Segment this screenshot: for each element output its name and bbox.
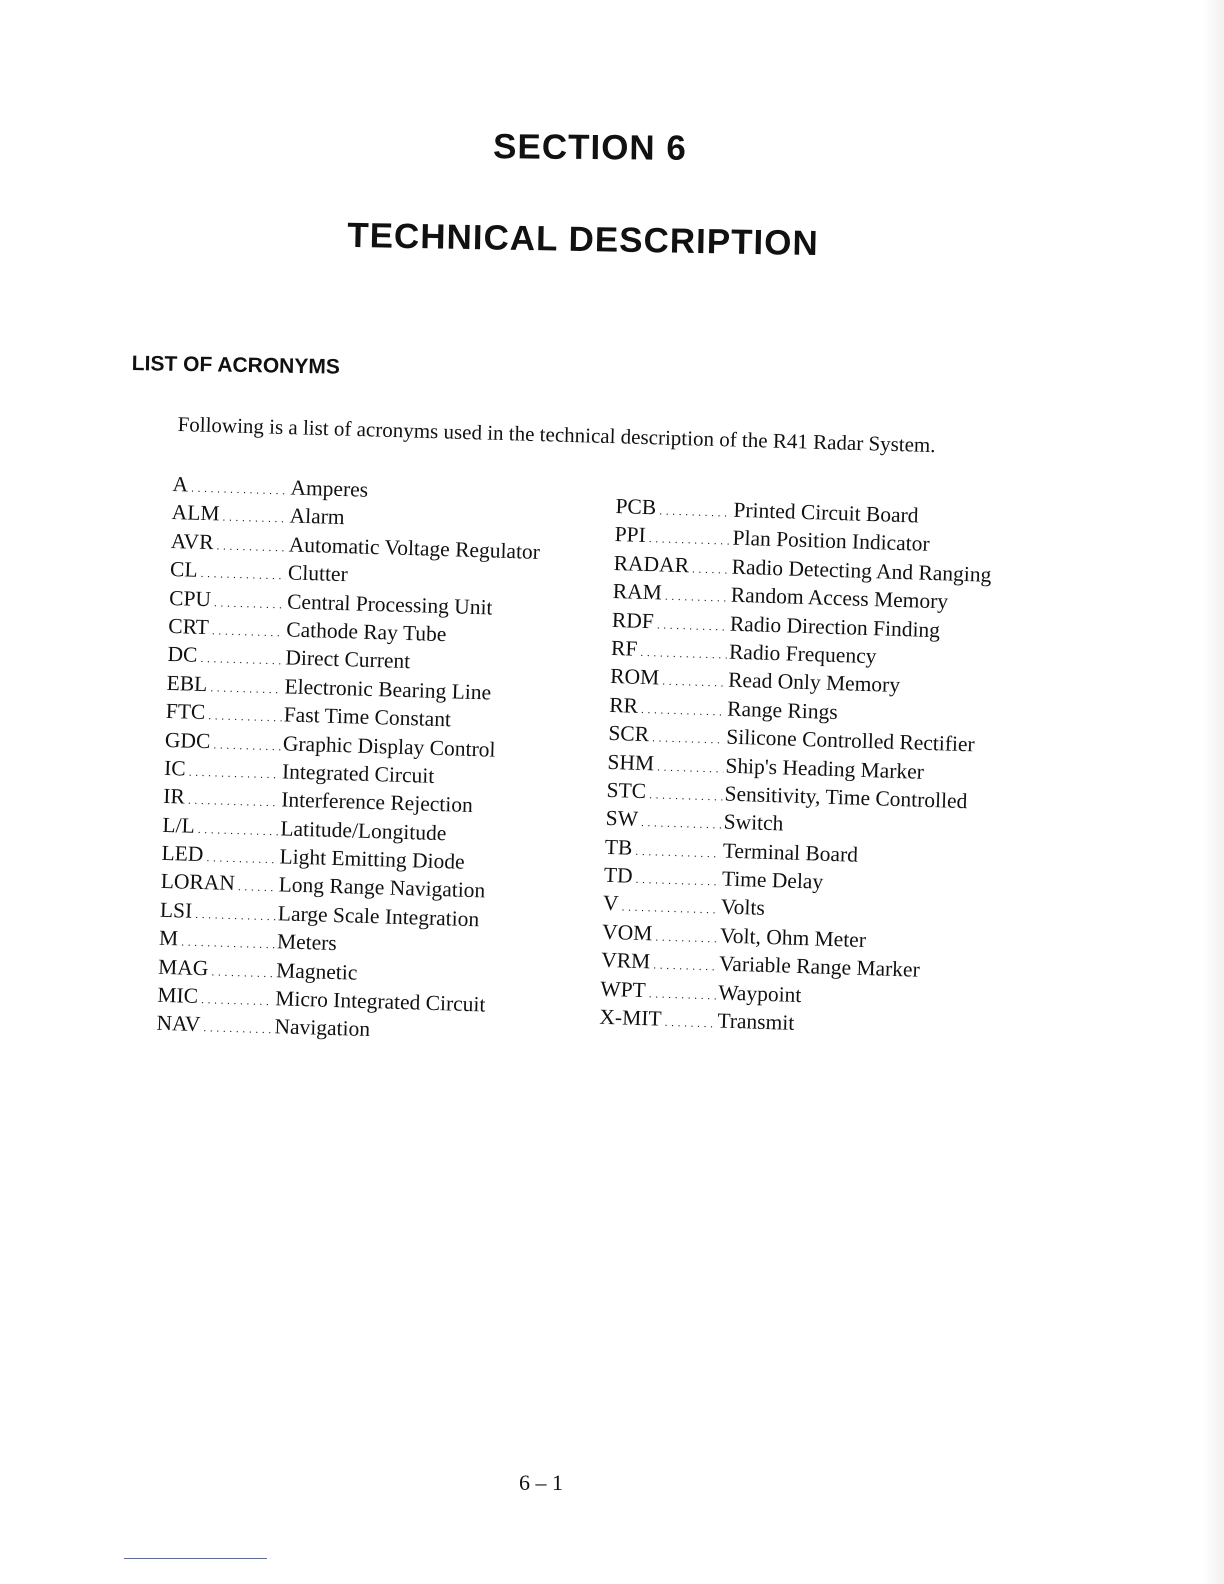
acronym-term: ROM . . . xyxy=(610,662,727,698)
acronym-definition: Fast Time Constant xyxy=(283,702,452,732)
acronym-term: SHM . . . xyxy=(607,747,724,783)
acronym-term: CPU . . . xyxy=(169,584,286,620)
section-number-heading: SECTION 6 xyxy=(492,127,688,168)
acronym-term: SCR . . . xyxy=(608,719,725,755)
acronym-term: V . . . xyxy=(602,889,719,925)
acronym-definition: Radio Detecting And Ranging xyxy=(731,554,992,587)
acronym-term: AVR . . . xyxy=(170,527,287,563)
acronym-term: LORAN . . . xyxy=(160,867,277,903)
acronym-definition: Meters xyxy=(276,929,338,956)
page-title: TECHNICAL DESCRIPTION xyxy=(346,215,820,264)
acronym-term: TD . . . xyxy=(603,861,720,897)
acronym-term: IC . . . xyxy=(164,754,281,790)
acronym-term: RR . . . xyxy=(609,691,726,727)
acronym-definition: Amperes xyxy=(290,475,369,502)
acronym-term: CRT . . . xyxy=(168,612,285,648)
acronym-term: FTC . . . xyxy=(165,697,282,733)
acronym-definition: Integrated Circuit xyxy=(281,759,435,788)
acronym-term: LSI . . . xyxy=(159,896,276,932)
acronym-term: VRM . . . xyxy=(601,946,718,982)
acronym-definition: Printed Circuit Board xyxy=(733,497,919,528)
acronym-term: IR . . . xyxy=(163,782,280,818)
page-number: 6 – 1 xyxy=(519,1470,563,1495)
acronym-term: SW . . . xyxy=(605,804,722,840)
acronym-term: L/L . . . xyxy=(162,811,279,847)
acronym-definition: Clutter xyxy=(287,560,349,587)
acronym-definition: Cathode Ray Tube xyxy=(285,617,447,647)
acronym-term: EBL . . . xyxy=(166,669,283,705)
acronym-definition: Central Processing Unit xyxy=(286,589,493,620)
acronym-term: X-MIT . . . xyxy=(599,1003,716,1039)
acronym-definition: Radio Direction Finding xyxy=(729,611,941,642)
scan-artifact-line xyxy=(124,1558,267,1559)
acronym-term: PPI . . . xyxy=(614,520,731,556)
acronym-definition: Sensitivity, Time Controlled xyxy=(724,781,968,814)
acronym-term: STC . . . xyxy=(606,776,723,812)
acronym-definition: Graphic Display Control xyxy=(282,730,496,762)
acronym-definition: Switch xyxy=(723,809,784,836)
page-edge-shadow xyxy=(1202,0,1224,1584)
acronym-definition: Radio Frequency xyxy=(728,639,877,669)
acronym-term: RF . . . xyxy=(611,634,728,670)
acronym-term: CL . . . xyxy=(170,555,287,591)
acronym-term: NAV . . . xyxy=(156,1009,273,1045)
acronym-definition: Plan Position Indicator xyxy=(732,526,930,557)
acronym-term: RDF . . . xyxy=(611,606,728,642)
acronym-definition: Transmit xyxy=(717,1008,795,1035)
acronym-definition: Large Scale Integration xyxy=(277,901,480,932)
acronym-term: RAM . . . xyxy=(612,577,729,613)
acronym-definition: Random Access Memory xyxy=(730,582,949,614)
acronym-term: MAG . . . xyxy=(158,952,275,988)
acronym-term: A . . . xyxy=(172,470,289,506)
acronym-definition: Terminal Board xyxy=(722,838,859,867)
acronym-term: DC . . . xyxy=(167,640,284,676)
acronym-term: TB . . . xyxy=(604,833,721,869)
acronym-definition: Electronic Bearing Line xyxy=(284,674,492,705)
acronym-term: RADAR . . . xyxy=(613,549,730,585)
acronym-definition: Volts xyxy=(720,894,766,921)
acronym-definition: Waypoint xyxy=(717,980,802,1007)
acronym-list-heading: LIST OF ACRONYMS xyxy=(131,352,341,379)
acronym-column-left xyxy=(156,470,542,1049)
acronym-definition: Micro Integrated Circuit xyxy=(275,986,486,1017)
acronym-definition: Navigation xyxy=(274,1014,371,1042)
acronym-definition: Ship's Heading Marker xyxy=(725,753,925,784)
acronym-term: ALM . . . xyxy=(171,498,288,534)
acronym-term: MIC . . . xyxy=(157,981,274,1017)
acronym-term: VOM . . . xyxy=(602,918,719,954)
acronym-definition: Direct Current xyxy=(285,645,411,674)
acronym-definition: Variable Range Marker xyxy=(718,951,921,983)
acronym-definition: Silicone Controlled Rectifier xyxy=(725,724,976,757)
acronym-definition: Read Only Memory xyxy=(727,667,901,698)
acronym-definition: Latitude/Longitude xyxy=(280,816,447,845)
intro-paragraph: Following is a list of acronyms used in the technical description of the R41 Radar System. xyxy=(177,412,936,458)
acronym-definition: Interference Rejection xyxy=(280,787,474,818)
acronym-definition: Light Emitting Diode xyxy=(279,844,465,874)
acronym-definition: Long Range Navigation xyxy=(278,872,486,903)
acronym-definition: Time Delay xyxy=(721,866,824,894)
acronym-definition: Automatic Voltage Regulator xyxy=(288,532,541,564)
acronym-term: GDC . . . xyxy=(164,725,281,761)
acronym-definition: Magnetic xyxy=(275,957,358,985)
acronym-term: LED . . . xyxy=(161,839,278,875)
acronym-term: PCB . . . xyxy=(615,492,732,528)
acronym-definition: Volt, Ohm Meter xyxy=(719,923,867,952)
acronym-term: WPT . . . xyxy=(600,974,717,1010)
acronym-column-right xyxy=(599,492,994,1043)
acronym-definition: Alarm xyxy=(289,503,345,530)
acronym-definition: Range Rings xyxy=(726,696,839,724)
acronym-term: M . . . xyxy=(159,924,276,960)
